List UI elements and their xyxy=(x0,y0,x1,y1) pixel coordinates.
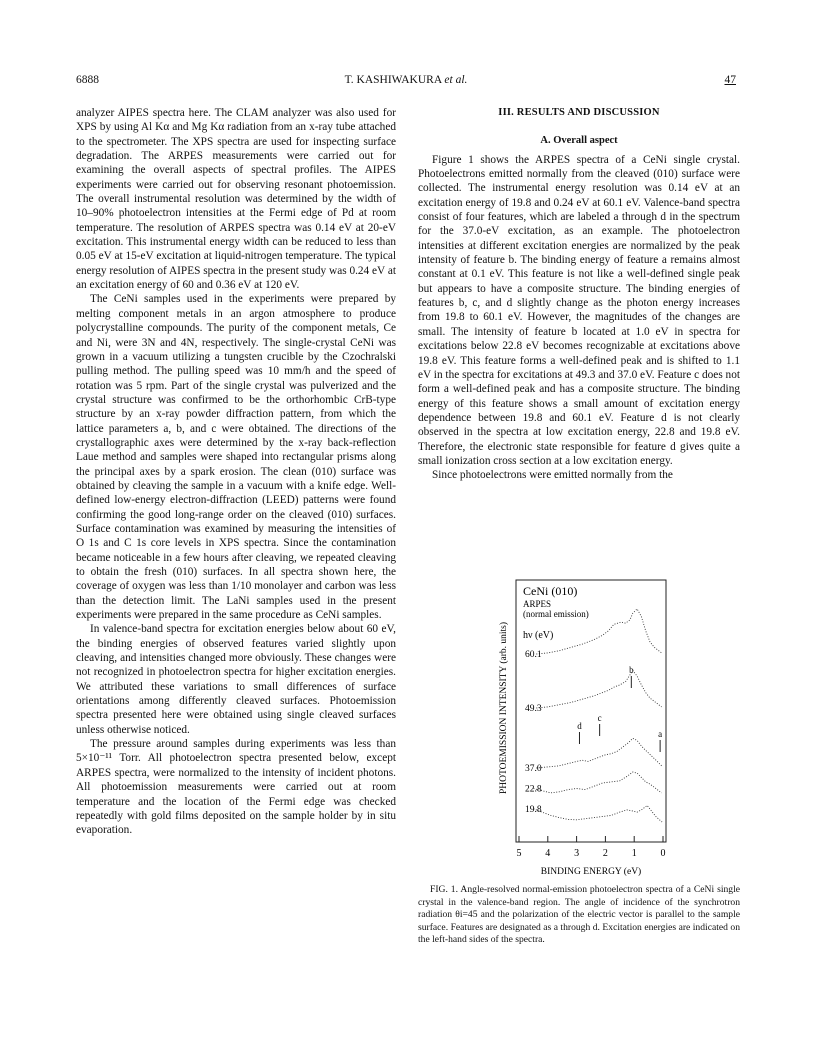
figure-subtitle-2: (normal emission) xyxy=(523,609,589,619)
left-paragraph-4: The pressure around samples during experiments was less than 5×10⁻¹¹ Torr. All photoelectron spectra presented below, except ARPES spectra, were normalized to the intensity of incident photons. All photoemission measurements were carried out at room temperature and the location of the Fermi edge was checked repeatedly with gold films deposited on the sample holder by in situ evaporation. xyxy=(76,738,396,837)
x-tick-label: 3 xyxy=(574,848,580,859)
authors: T. KASHIWAKURA xyxy=(344,74,442,86)
series-label: 60.1 xyxy=(525,650,542,660)
volume-number: 47 xyxy=(724,74,736,86)
spectrum-line-19-8 xyxy=(533,806,662,823)
spectrum-line-37-0 xyxy=(536,738,661,768)
section-title: III. RESULTS AND DISCUSSION xyxy=(498,107,660,118)
spectrum-line-49-3 xyxy=(536,671,661,708)
figure-subtitle-1: ARPES xyxy=(523,599,552,609)
left-column xyxy=(76,106,396,838)
x-tick-label: 0 xyxy=(660,848,666,859)
subsection-title: A. Overall aspect xyxy=(540,135,618,147)
feature-label-a: a xyxy=(658,729,663,739)
left-paragraph-1: analyzer AIPES spectra here. The CLAM analyzer was also used for XPS by using Al Kα and Mg Kα radiation from an x-ray tube attached to the spectrometer. The XPS spectra are used for inspecting surface degradation. The ARPES measurements were carried out for examining the overall aspects of spectral profiles. The AIPES experiments were carried out for observing resonant photoemission. The overall instrumental resolution was determined by the width of 10–90% photoelectron intensities at the Fermi edge of Pd at room temperature. The resolution of ARPES spectra was 0.14 eV at 20-eV excitation. This instrumental energy width can be reduced to less than 0.05 eV at 15-eV excitation at liquid-nitrogen temperature. The typical energy resolution of AIPES spectra in the present study was 0.24 eV at an excitation energy of 60 and 0.36 eV at 120 eV. xyxy=(76,107,396,292)
series-label: 49.3 xyxy=(525,704,542,714)
left-paragraph-3: In valence-band spectra for excitation energies below about 60 eV, the binding energies of observed features varied slightly upon cleaving, and intensities changed more obviously. These changes were not recognized in photoelectron spectra for higher excitation energies. We attributed these variations to small differences of surface orientations among differently cleaved surfaces. Photoemission spectra presented here were obtained using single cleaved surfaces unless otherwise noticed. xyxy=(76,623,396,736)
x-axis-label: BINDING ENERGY (eV) xyxy=(540,867,642,876)
hv-label: hν (eV) xyxy=(523,630,554,641)
page-header xyxy=(76,74,736,90)
spectra-chart xyxy=(496,576,672,876)
x-tick-label: 1 xyxy=(631,848,637,859)
series-label: 22.8 xyxy=(525,784,542,795)
figure-caption: FIG. 1. Angle-resolved normal-emission photoelectron spectra of a CeNi single crystal in the valence-band region. The angle of incidence of the synchrotron radiation θi=45 and the polarization of the electric vector is parallel to the sample surface. Features are designated as a through d. Excitation energies are indicated on the left-hand sides of the spectra. xyxy=(418,884,740,945)
page-number: 6888 xyxy=(76,74,99,86)
feature-label-b: b xyxy=(629,665,634,675)
left-paragraph-2: The CeNi samples used in the experiments were prepared by melting component metals in an argon atmosphere to produce polycrystalline compounds. The purity of the component metals, Ce and Ni, were 3N and 4N, respectively. The single-crystal CeNi was grown in a vacuum utilizing a tungsten crucible by the Czochralski pulling method. The pulling speed was 10 mm/h and the speed of rotation was 5 rpm. Part of the single crystal was pulverized and the crystal structure was confirmed to be the orthorhombic CrB-type structure by an x-ray powder diffraction pattern, from which the lattice parameters a, b, and c were obtained. The directions of the crystallographic axes were determined by the x-ray back-reflection Laue method and samples were shaped into rectangular prisms along the principal axes by a spark erosion. The clean (010) surface was obtained by cleaving the sample in a vacuum with a knife edge. Well-defined low-energy electron-diffraction (LEED) patterns were found confirming the good long-range order on the cleaved (010) surfaces. Surface contamination was examined by measuring the intensities of O 1s and C 1s core levels in XPS spectra. Since the contamination became noticeable in a few hours after cleaving, we repeated cleaving to obtain the fresh (010) surfaces. In all spectra shown here, the coverage of oxygen was less than 1/10 monolayer and carbon was less than the detection limit. The LaNi samples used in the present experiments were prepared in the same procedure as CeNi samples. xyxy=(76,293,396,622)
x-tick-label: 4 xyxy=(545,848,551,859)
right-paragraph-1: Figure 1 shows the ARPES spectra of a CeNi single crystal. Photoelectrons emitted normally from the cleaved (010) surface were collected. The instrumental energy resolution was 0.14 eV at an excitation energy of 19.8 and 0.24 eV at 60.1 eV. Valence-band spectra consist of four features, which are labeled a through d in the spectrum for the 37.0-eV excitation, as an example. The photoelectron intensities at different excitation energies are normalized by the peak intensity of feature b. The binding energy of feature a remains almost constant at 0.1 eV. This feature is not like a well-defined single peak but appears to have a composite structure. The binding energies of features b, c, and d slightly change as the photon energy increases from 19.8 to 60.1 eV. However, the magnitudes of the changes are small. The intensity of feature b located at 1.0 eV in spectra for excitations below 22.8 eV becomes recognizable at excitations above 19.8 eV. This feature forms a well-defined peak and is shifted to 1.1 eV in the spectra for excitations at 49.3 and 37.0 eV. Feature c does not form a well-defined peak and has a composite structure. The binding energy of this feature shows a small amount of excitation energy dependence between 19.8 and 60.1 eV. Feature d is not clearly observed in the spectra at low excitation energy, 22.8 and 19.8 eV. Therefore, the electronic state responsible for feature d gives quite a small ionization cross section at a low excitation energy. xyxy=(418,153,740,467)
feature-label-d: d xyxy=(577,721,582,731)
y-axis-label: PHOTOEMISSION INTENSITY (arb. units) xyxy=(499,621,509,794)
series-label: 37.0 xyxy=(525,764,542,774)
figure-1 xyxy=(496,576,672,876)
x-tick-label: 5 xyxy=(516,848,522,859)
feature-markers xyxy=(577,665,662,752)
x-tick-label: 2 xyxy=(602,848,608,859)
spectrum-line-22-8 xyxy=(533,772,661,793)
right-paragraph-2: Since photoelectrons were emitted normally from the xyxy=(432,469,673,482)
figure-title: CeNi (010) xyxy=(523,584,578,598)
series-label: 19.8 xyxy=(525,804,542,815)
feature-label-c: c xyxy=(597,713,602,723)
authors-suffix: et al. xyxy=(444,74,468,86)
right-column xyxy=(418,106,740,483)
x-ticks xyxy=(517,836,666,859)
running-title xyxy=(76,74,736,86)
